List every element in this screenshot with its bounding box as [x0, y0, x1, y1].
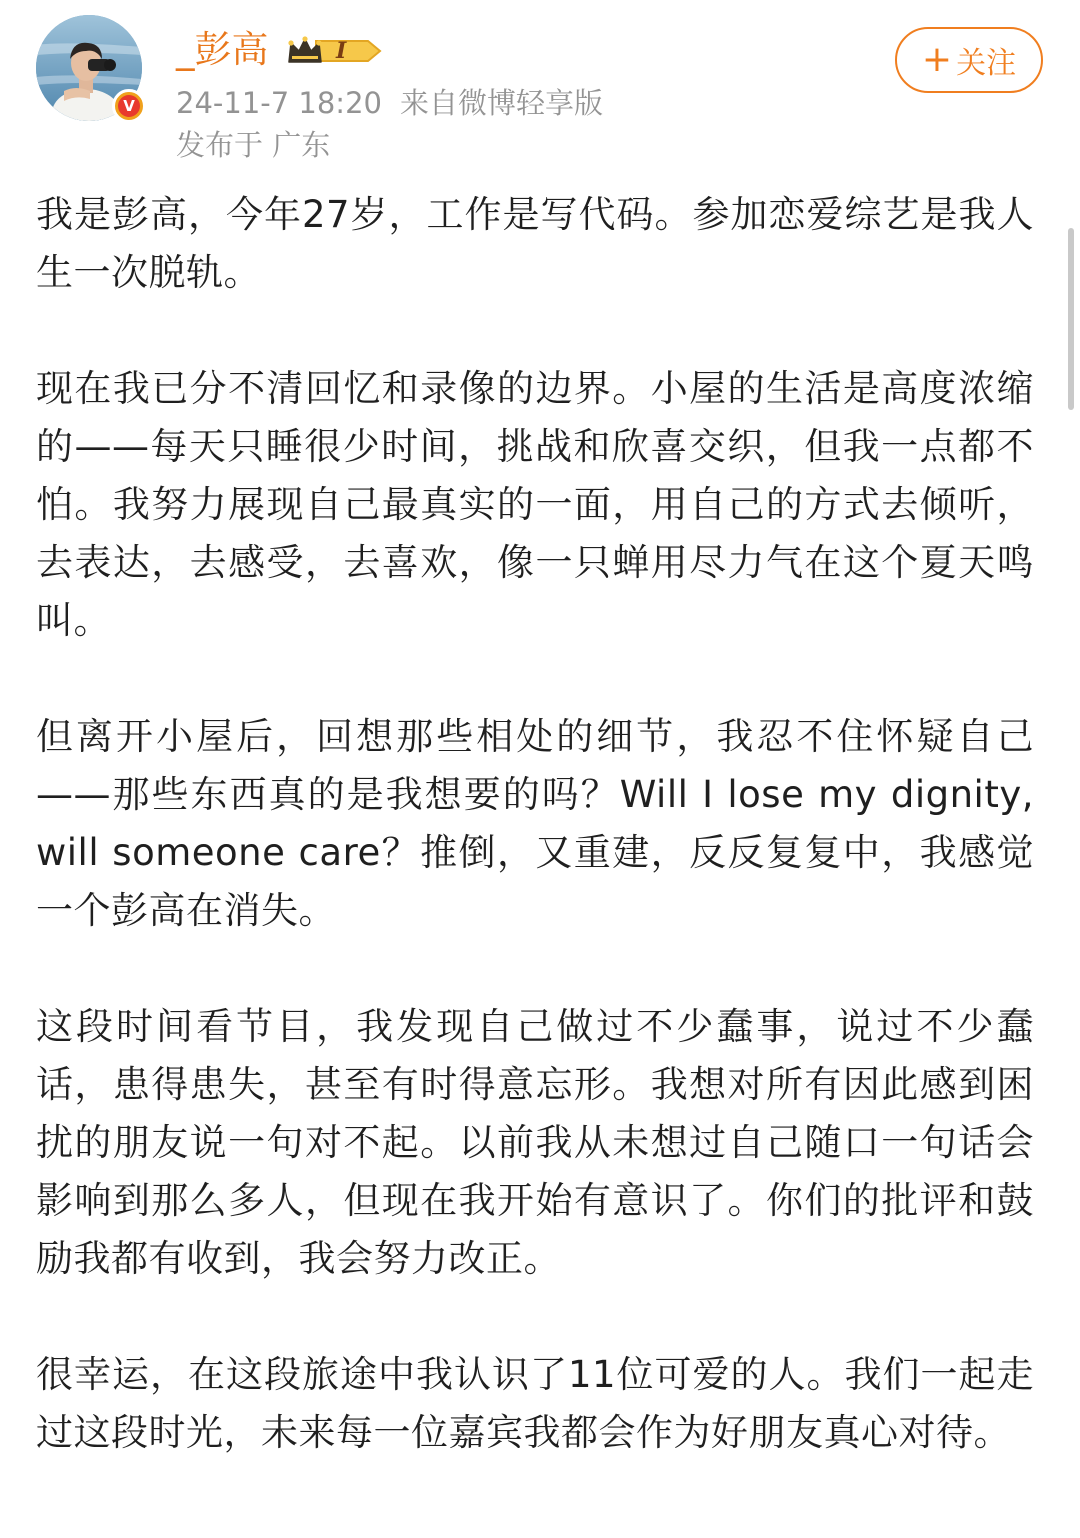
post-header [0, 0, 1080, 175]
paragraph: 这段时间看节目，我发现自己做过不少蠢事，说过不少蠢话，患得患失，甚至有时得意忘形。我想对所有因此感到困扰的朋友说一句对不起。以前我从未想过自己随口一句话会影响到那么多人，但现在我开始有意识了。你们的批评和鼓励我都有收到，我会努力改正。 [36, 1005, 1034, 1280]
verified-v-icon: V [118, 95, 140, 117]
member-level: I [336, 38, 347, 64]
paragraph: 但离开小屋后，回想那些相处的细节，我忍不住怀疑自己——那些东西真的是我想要的吗？Will I lose my dignity, will someone care？推倒，又重建，反反复复中，我感觉一个彭高在消失。 [36, 715, 1034, 932]
post-time: 24-11-7 18:20 [176, 86, 382, 120]
post-time-source [176, 84, 603, 122]
crown-member-icon[interactable] [286, 34, 382, 68]
paragraph: 我是彭高，今年27岁，工作是写代码。参加恋爱综艺是我人生一次脱轨。 [36, 193, 1034, 294]
paragraph: 很幸运，在这段旅途中我认识了11位可爱的人。我们一起走过这段时光，未来每一位嘉宾我都会作为好朋友真心对待。 [36, 1353, 1034, 1454]
avatar[interactable] [36, 15, 142, 121]
post-location: 发布于 广东 [176, 128, 331, 162]
follow-label: 关注 [956, 46, 1017, 81]
verified-badge [112, 89, 146, 123]
paragraph: 现在我已分不清回忆和录像的边界。小屋的生活是高度浓缩的——每天只睡很少时间，挑战和欣喜交织，但我一点都不怕。我努力展现自己最真实的一面，用自己的方式去倾听，去表达，去感受，去喜欢，像一只蝉用尽力气在这个夏天鸣叫。 [36, 367, 1034, 642]
post-source[interactable]: 来自微博轻享版 [399, 86, 603, 120]
post-body [36, 186, 1034, 1462]
follow-button[interactable] [895, 27, 1043, 93]
plus-icon: + [921, 39, 953, 80]
username[interactable]: _彭高 [176, 28, 269, 71]
scrollbar[interactable] [1068, 228, 1074, 410]
